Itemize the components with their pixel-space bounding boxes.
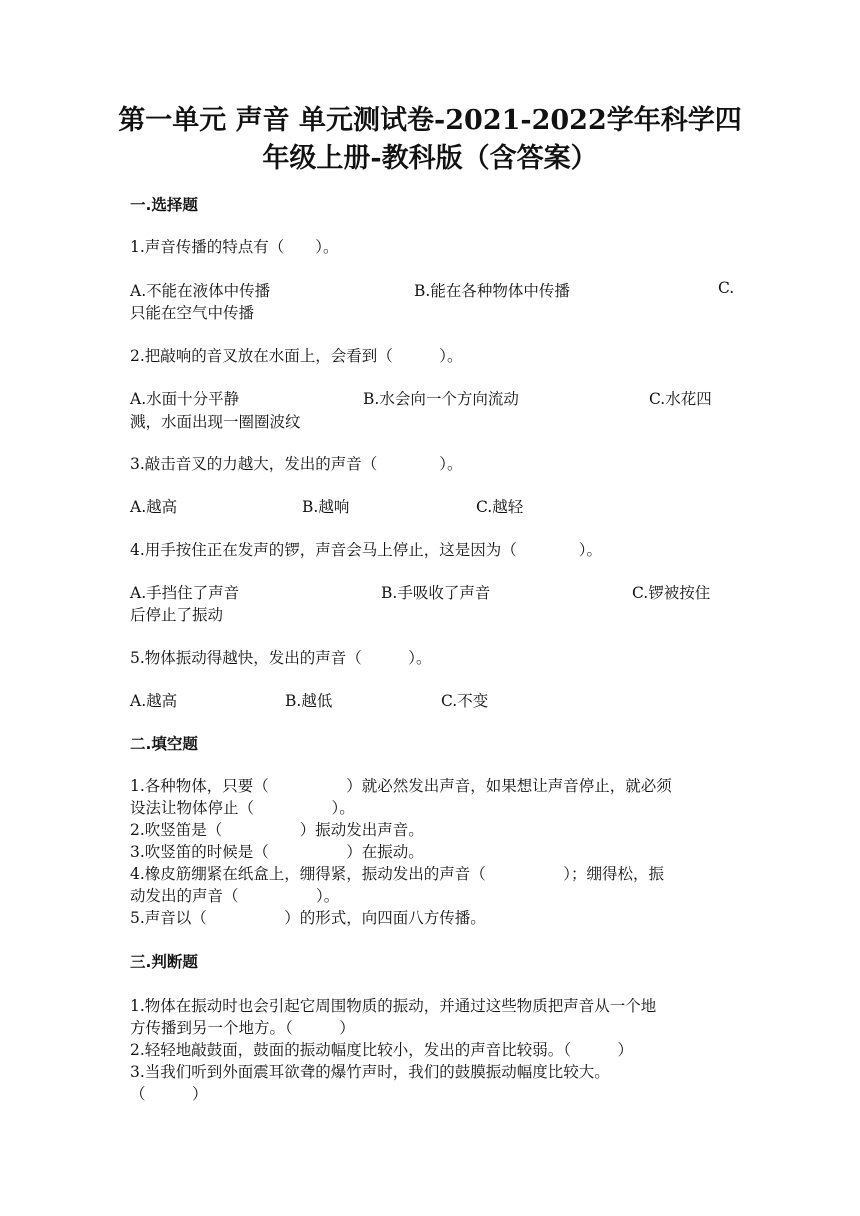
fill-line: 4.橡皮筋绷紧在纸盒上，绷得紧，振动发出的声音（ ）；绷得松，振 [130, 865, 665, 883]
judge-line: 1.物体在振动时也会引起它周围物质的振动，并通过这些物质把声音从一个地 [130, 997, 657, 1015]
question-2-option-a: A.水面十分平静 [130, 390, 240, 408]
judge-line: （ ） [130, 1085, 208, 1103]
question-5-option-a: A.越高 [130, 692, 178, 710]
question-2-stem: 2.把敲响的音叉放在水面上，会看到（ ）。 [130, 347, 463, 365]
fill-line: 设法让物体停止（ ）。 [130, 799, 355, 817]
fill-line: 1.各种物体，只要（ ）就必然发出声音，如果想让声音停止，就必须 [130, 777, 672, 795]
judge-line: 3.当我们听到外面震耳欲聋的爆竹声时，我们的鼓膜振动幅度比较大。 [130, 1063, 610, 1081]
question-4-option-c: C.锣被按住 [632, 584, 711, 602]
question-1-option-c-continued: 只能在空气中传播 [130, 304, 255, 322]
judge-line: 2.轻轻地敲鼓面，鼓面的振动幅度比较小，发出的声音比较弱。（ ） [130, 1041, 634, 1059]
question-1-option-a: A.不能在液体中传播 [130, 282, 271, 300]
question-3-option-a: A.越高 [130, 498, 178, 516]
judge-line: 方传播到另一个地方。（ ） [130, 1019, 355, 1037]
question-1-stem: 1.声音传播的特点有（ ）。 [130, 238, 339, 256]
fill-line: 动发出的声音（ ）。 [130, 887, 340, 905]
page-title [100, 102, 760, 178]
question-1-option-b: B.能在各种物体中传播 [414, 282, 570, 300]
question-4-option-c-continued: 后停止了振动 [130, 606, 224, 624]
question-4-stem: 4.用手按住正在发声的锣，声音会马上停止，这是因为（ ）。 [130, 541, 603, 559]
question-5-stem: 5.物体振动得越快，发出的声音（ ）。 [130, 649, 432, 667]
question-4-option-b: B.手吸收了声音 [381, 584, 491, 602]
question-4-option-a: A.手挡住了声音 [130, 584, 240, 602]
question-5-option-c: C.不变 [441, 692, 489, 710]
title-line-1: 第一单元 声音 单元测试卷-2021-2022学年科学四 [118, 105, 742, 136]
question-3-option-b: B.越响 [302, 498, 350, 516]
question-2-option-c: C.水花四 [649, 390, 712, 408]
question-2-option-c-continued: 溅，水面出现一圈圈波纹 [130, 413, 301, 431]
fill-line: 2.吹竖笛是（ ）振动发出声音。 [130, 821, 424, 839]
section-heading-choice: 一.选择题 [130, 196, 198, 214]
section-heading-fill: 二.填空题 [130, 735, 198, 753]
question-5-option-b: B.越低 [285, 692, 333, 710]
fill-line: 5.声音以（ ）的形式，向四面八方传播。 [130, 909, 486, 927]
question-1-option-c: C. [718, 279, 735, 297]
question-3-option-c: C.越轻 [476, 498, 524, 516]
question-3-stem: 3.敲击音叉的力越大，发出的声音（ ）。 [130, 455, 463, 473]
fill-line: 3.吹竖笛的时候是（ ）在振动。 [130, 843, 424, 861]
title-line-2: 年级上册-教科版（含答案） [262, 143, 598, 174]
section-heading-judge: 三.判断题 [130, 953, 198, 971]
question-2-option-b: B.水会向一个方向流动 [363, 390, 519, 408]
